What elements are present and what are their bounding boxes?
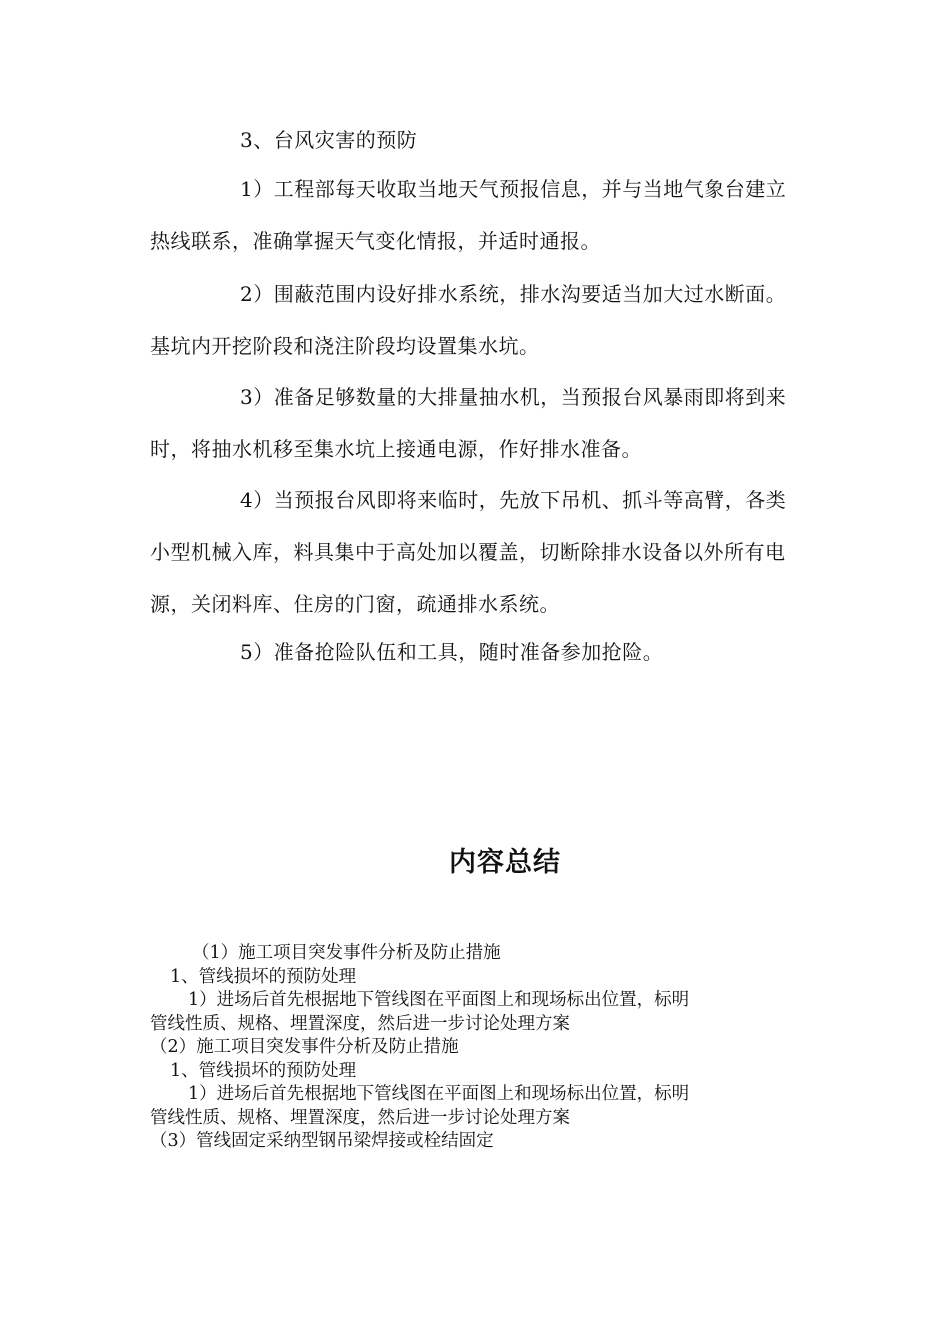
section-heading: 3、台风灾害的预防 — [240, 128, 418, 152]
summary-line: 1）进场后首先根据地下管线图在平面图上和现场标出位置，标明 — [188, 990, 690, 1010]
summary-line: 1）进场后首先根据地下管线图在平面图上和现场标出位置，标明 — [188, 1084, 690, 1104]
summary-block — [150, 942, 790, 1154]
summary-line: 1、管线损坏的预防处理 — [170, 1060, 357, 1081]
paragraph-5: 5）准备抢险队伍和工具，随时准备参加抢险。 — [240, 640, 664, 664]
summary-line: （3）管线固定采纳型钢吊梁焊接或栓结固定 — [150, 1131, 494, 1151]
summary-line: 管线性质、规格、埋置深度，然后进一步讨论处理方案 — [150, 1107, 570, 1128]
summary-title: 内容总结 — [449, 847, 561, 878]
summary-line: 管线性质、规格、埋置深度，然后进一步讨论处理方案 — [150, 1013, 570, 1034]
paragraph-4: 4）当预报台风即将来临时，先放下吊机、抓斗等高臂，各类小型机械入库，料具集中于高处加以覆盖，切断除排水设备以外所有电源，关闭料库、住房的门窗，疏通排水系统。 — [150, 488, 787, 616]
paragraph-2: 2）围蔽范围内设好排水系统，排水沟要适当加大过水断面。基坑内开挖阶段和浇注阶段均设置集水坑。 — [150, 282, 787, 358]
summary-line: （1）施工项目突发事件分析及防止措施 — [192, 943, 501, 963]
summary-line: 1、管线损坏的预防处理 — [170, 966, 357, 987]
paragraph-3: 3）准备足够数量的大排量抽水机，当预报台风暴雨即将到来时，将抽水机移至集水坑上接通电源，作好排水准备。 — [150, 385, 787, 461]
paragraph-1: 1）工程部每天收取当地天气预报信息，并与当地气象台建立热线联系，准确掌握天气变化情报，并适时通报。 — [150, 177, 787, 253]
summary-line: （2）施工项目突发事件分析及防止措施 — [150, 1037, 459, 1057]
